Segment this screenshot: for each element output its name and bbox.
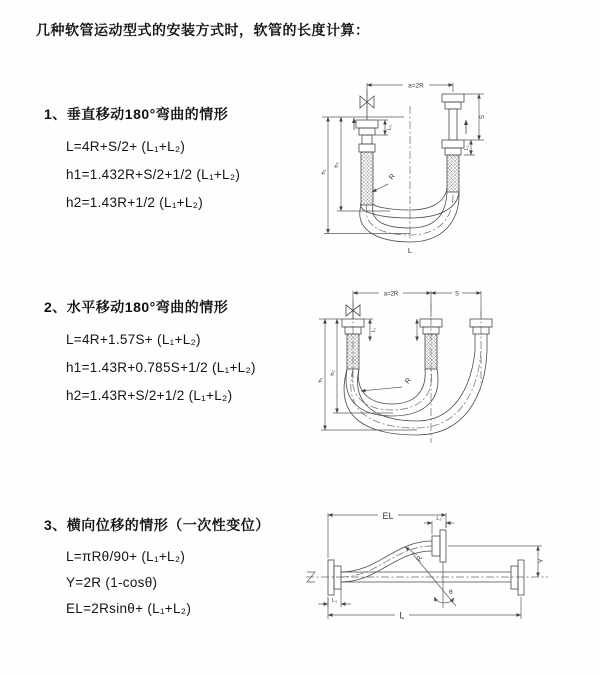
dim-label-h1: h₁	[318, 377, 324, 383]
diagram-lateral-displacement	[298, 503, 556, 648]
section-1-heading: 1、垂直移动180°弯曲的情形	[44, 106, 229, 122]
formula-length: L=4R+S/2+ (L₁+L₂)	[66, 139, 186, 154]
formula-h2: h2=1.43R+S/2+1/2 (L₁+L₂)	[66, 388, 233, 403]
middle-fitting	[420, 319, 442, 369]
section-3-heading: 3、横向位移的情形（一次性变位）	[44, 517, 270, 533]
dim-span-s	[353, 289, 481, 317]
left-fitting	[342, 301, 364, 369]
dim-label-l: L	[399, 610, 405, 621]
diagram-horizontal-180-bend	[313, 283, 541, 451]
dim-label-l1: L₁	[371, 327, 377, 333]
diagram-vertical-180-bend	[308, 70, 530, 262]
radius-leader	[372, 184, 388, 192]
dim-label-el: EL	[382, 511, 394, 521]
dim-label-span: a=2R	[408, 82, 424, 90]
dim-label-l1: L₁	[387, 125, 393, 130]
formula-length: L=πRθ/90+ (L₁+L₂)	[66, 549, 186, 564]
dim-label-h2: h₂	[330, 370, 336, 376]
dim-label-l1: L₁	[332, 598, 337, 604]
section-lateral-displacement	[44, 515, 270, 622]
hose-curves	[344, 351, 487, 435]
dim-label-s: S	[480, 114, 486, 120]
formula-h2: h2=1.43R+1/2 (L₁+L₂)	[66, 195, 204, 210]
formula-h1: h1=1.432R+S/2+1/2 (L₁+L₂)	[66, 167, 241, 182]
right-flange-original	[511, 560, 524, 595]
upper-flange-displaced	[432, 530, 446, 562]
formula-length: L=4R+1.57S+ (L₁+L₂)	[66, 332, 201, 347]
dim-label-h1: h₁	[321, 169, 327, 175]
dim-label-theta: θ	[449, 589, 453, 596]
dim-label-l: L	[407, 246, 413, 255]
formula-h1: h1=1.43R+0.785S+1/2 (L₁+L₂)	[66, 360, 256, 375]
dim-label-r: R	[388, 172, 397, 182]
left-flange	[328, 560, 341, 595]
dim-label-l2: L₂	[464, 145, 470, 150]
dim-label-r: R	[404, 376, 413, 386]
dim-label-y: Y	[538, 558, 545, 564]
hose-curves	[360, 188, 459, 242]
dim-l	[328, 597, 521, 620]
formula-y: Y=2R (1-cosθ)	[66, 575, 158, 590]
section-horizontal-movement	[44, 297, 256, 410]
dim-label-r: R	[415, 555, 425, 563]
left-fitting	[354, 90, 378, 205]
section-vertical-movement	[44, 104, 240, 217]
radius-leader	[361, 387, 402, 391]
page-title: 几种软管运动型式的安装方式时，软管的长度计算：	[36, 22, 370, 38]
angle-construction	[412, 553, 456, 608]
dim-label-s: S	[454, 291, 460, 298]
dim-l2	[424, 521, 454, 534]
dim-label-l2: L₂	[436, 516, 442, 522]
dim-label-span: a=2R	[383, 291, 399, 298]
right-fitting	[442, 94, 466, 192]
dim-label-h2: h₂	[334, 162, 340, 168]
section-2-heading: 2、水平移动180°弯曲的情形	[44, 299, 229, 315]
formula-el: EL=2Rsinθ+ (L₁+L₂)	[66, 601, 192, 616]
